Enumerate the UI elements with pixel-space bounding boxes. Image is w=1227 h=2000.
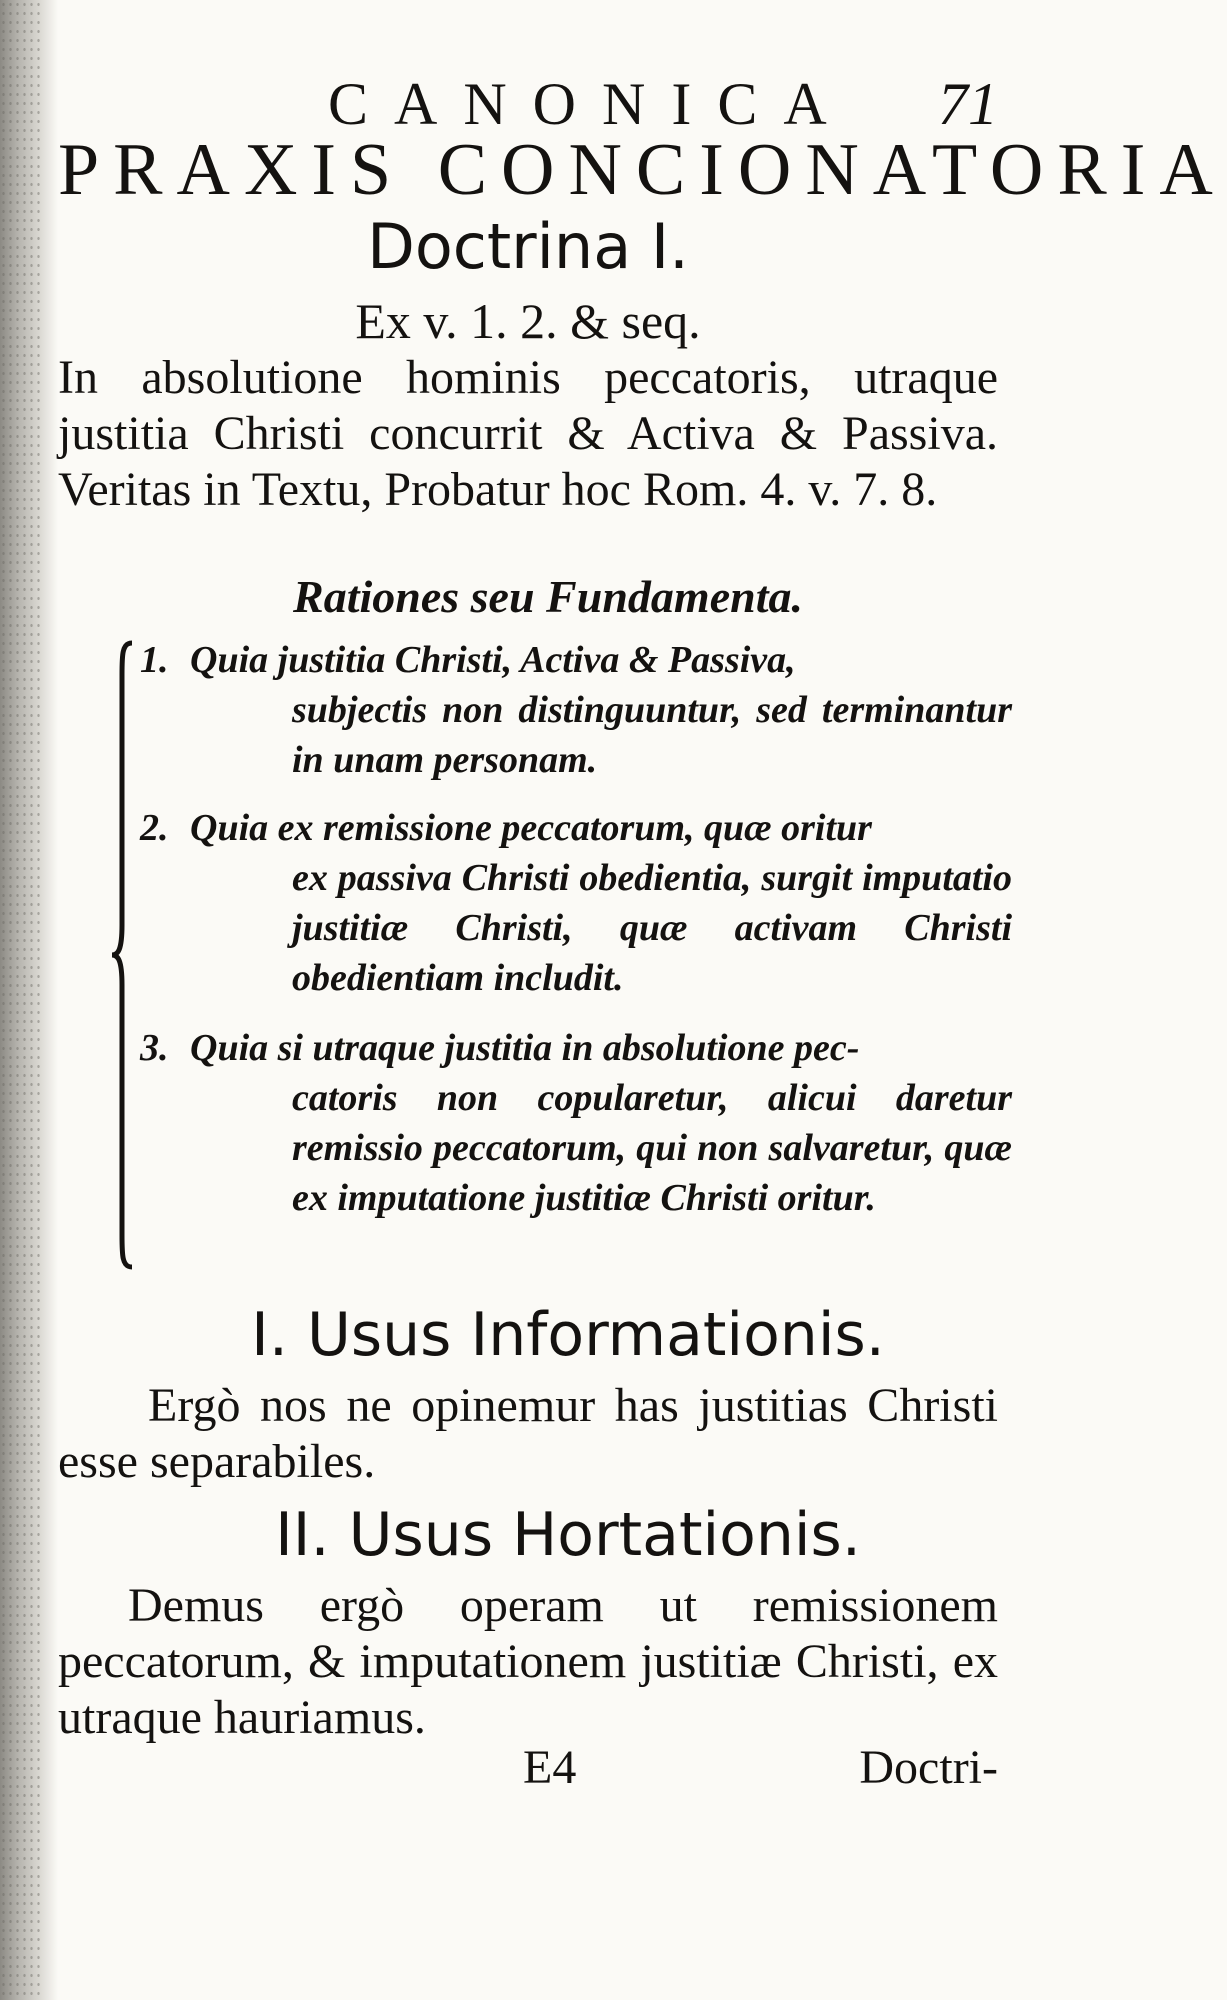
usus-informationis-text: Ergò nos ne opinemur has justitias Christi esse separabiles. [58,1379,998,1488]
usus-hortationis-text: Demus ergò operam ut remissionem peccatorum, & imputationem justitiæ Christi, ex utraque hauriamus. [58,1579,998,1744]
scripture-reference: Ex v. 1. 2. & seq. [355,293,701,349]
reason-item [140,635,1012,795]
reason-text: catoris non copularetur, alicui daretur remissio peccatorum, qui non salvaretur, quæ ex imputatione justitiæ Christi oritur. [292,1077,1012,1219]
signature-mark: E4 [523,1741,577,1794]
rationes-heading: Rationes seu Fundamenta. [293,571,803,622]
reason-first-line: Quia ex remissione peccatorum, quæ oritur [190,807,872,849]
reason-number: 3. [140,1027,169,1069]
doctrine-paragraph: In absolutione hominis peccatoris, utraque justitia Christi concurrit & Activa & Passiva. Veritas in Textu, Probatur hoc Rom. 4. v. 7. 8. [58,351,998,516]
reason-number: 2. [140,807,169,849]
page-footer [58,1740,998,1810]
reasons-list [110,635,1012,1285]
gutter-texture [0,0,40,2000]
running-head: CANONICA [328,71,853,137]
page-number: 71 [938,71,998,137]
doctrine-title: Doctrina I. [367,210,689,283]
reason-number: 1. [140,639,169,681]
reason-text: ex passiva Christi obedientia, surgit imputatio justitiæ Christi, quæ activam Christi obedientiam includit. [292,857,1012,999]
reason-item [140,1023,1012,1283]
reason-first-line: Quia si utraque justitia in absolutione pec- [190,1027,860,1069]
usus-informationis-heading: I. Usus Informationis. [251,1300,885,1370]
reason-first-line: Quia justitia Christi, Activa & Passiva, [190,639,796,681]
catchword: Doctri- [859,1741,998,1794]
section-title: PRAXIS CONCIONATORIA [58,129,1227,211]
usus-hortationis-heading: II. Usus Hortationis. [275,1500,861,1570]
reason-text: subjectis non distinguuntur, sed terminantur in unam personam. [292,689,1012,781]
reason-item [140,803,1012,1013]
